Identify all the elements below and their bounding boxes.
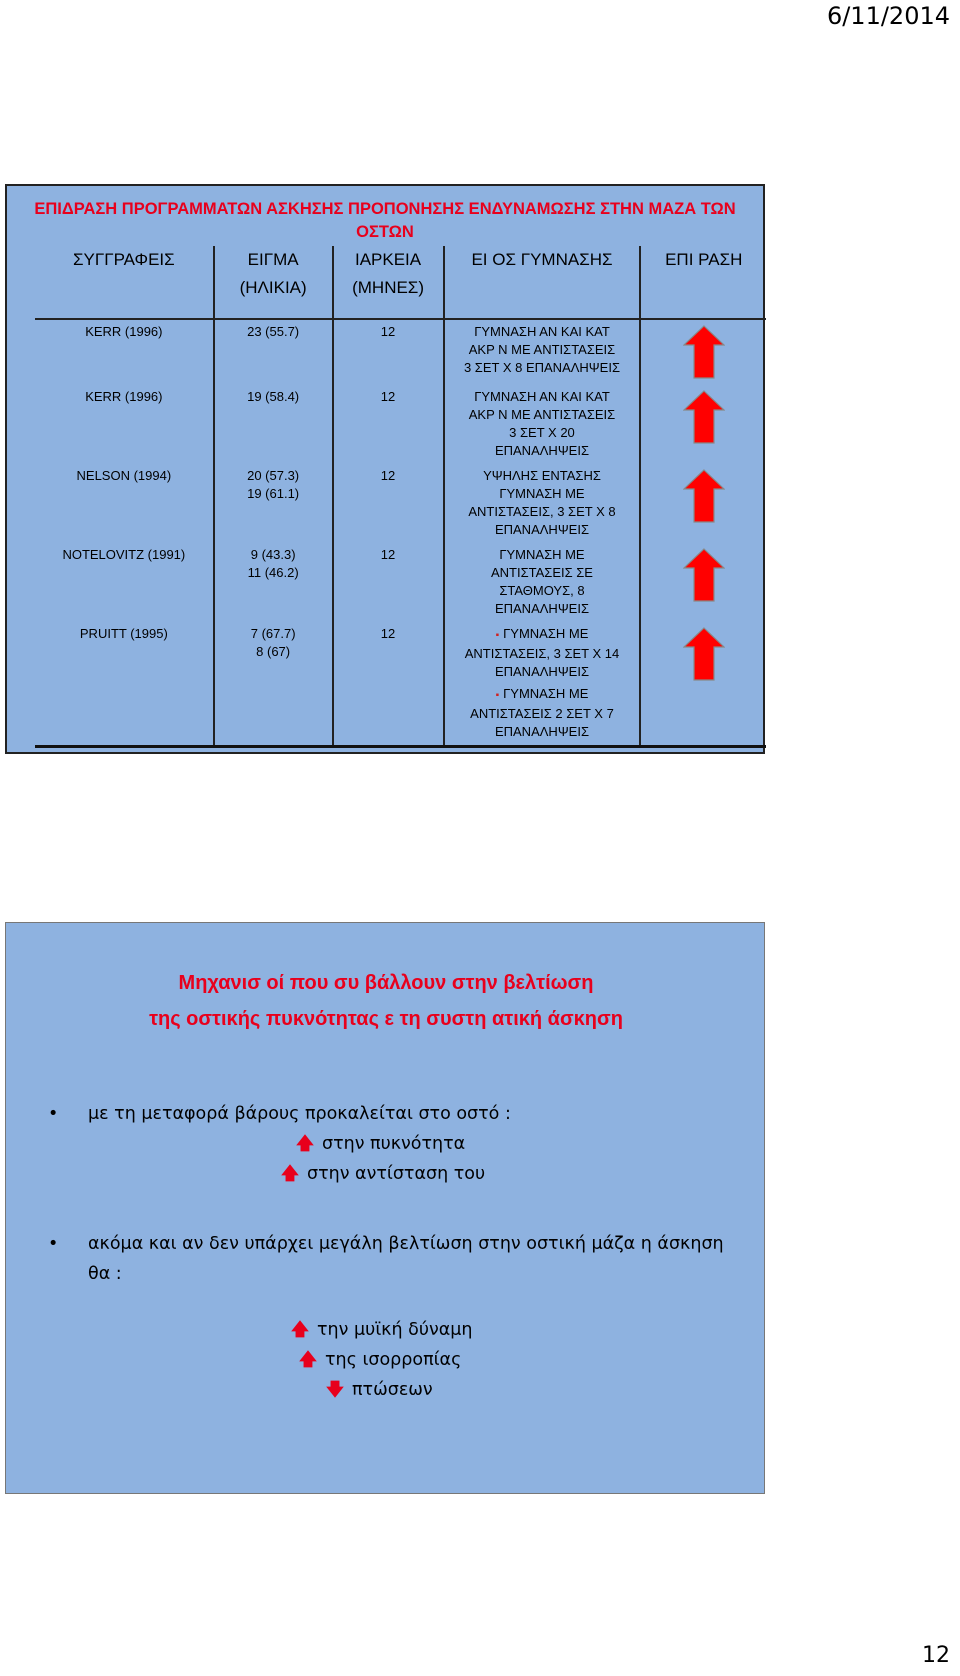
slide-study-table [5,184,765,754]
list-item: 🡅 στην αντίσταση του [281,1159,485,1189]
effect-cell [640,622,766,747]
sample-cell: 19 (58.4) [214,385,333,464]
bullet-dot-icon: • [48,1234,59,1254]
table-header-row [35,246,766,319]
column-header-authors: ΣΥΓΓΡΑΦΕΙΣ [35,246,214,319]
page-date: 6/11/2014 [826,2,950,30]
author-cell: KERR (1996) [35,319,214,385]
exercise-bullet: ▪ ΓΥΜΝΑΣΗ ΜΕ [447,685,638,705]
arrow-up-icon [683,390,725,444]
slide-title: ΕΠΙΔΡΑΣΗ ΠΡΟΓΡΑΜΜΑΤΩΝ ΑΣΚΗΣΗΣ ΠΡΟΠΟΝΗΣΗΣ ΕΝΔΥΝΑΜΩΣΗΣ ΣΤΗΝ ΜΑΖΑ ΤΩΝ ΟΣΤΩΝ [34,200,736,241]
sample-cell: 23 (55.7) [214,319,333,385]
arrow-up-icon: 🡅 [291,1320,309,1340]
arrow-up-icon: 🡅 [296,1134,314,1154]
column-header-exercise-type: ΕΙ ΟΣ ΓΥΜΝΑΣΗΣ [444,246,641,319]
bullet-load-bearing: • με τη μεταφορά βάρους προκαλείται στο οστό : [58,1099,511,1129]
sample-cell: 7 (67.7) 8 (67) [214,622,333,747]
sample-cell: 9 (43.3) 11 (46.2) [214,543,333,622]
slide-title: Μηχανισ οί που συ βάλλουν στην βελτίωση της οστικής πυκνότητας ε τη συστη ατική άσκηση [149,972,623,1030]
exercise-bullet: ▪ ΓΥΜΝΑΣΗ ΜΕ [447,625,638,645]
arrow-up-icon [683,469,725,523]
column-header-duration: ΙΑΡΚΕΙΑ (ΜΗΝΕΣ) [333,246,444,319]
effect-cell [640,319,766,385]
duration-cell: 12 [333,464,444,543]
arrow-up-icon: 🡅 [281,1164,299,1184]
list-item: 🡇 πτώσεων [326,1375,433,1405]
study-table [35,246,766,748]
author-cell: NELSON (1994) [35,464,214,543]
exercise-cell: ΥΨΗΛΗΣ ΕΝΤΑΣΗΣ ΓΥΜΝΑΣΗ ΜΕ ΑΝΤΙΣΤΑΣΕΙΣ, 3 ΣΕΤ Χ 8 ΕΠΑΝΑΛΗΨΕΙΣ [444,464,641,543]
column-header-effect: ΕΠΙ ΡΑΣΗ [640,246,766,319]
table-row [35,622,766,747]
table-row [35,543,766,622]
column-header-sample: ΕΙΓΜΑ (ΗΛΙΚΙΑ) [214,246,333,319]
effect-cell [640,464,766,543]
list-item: 🡅 στην πυκνότητα [296,1129,465,1159]
author-cell: KERR (1996) [35,385,214,464]
arrow-down-icon: 🡇 [326,1380,344,1400]
sample-cell: 20 (57.3) 19 (61.1) [214,464,333,543]
arrow-up-icon [683,627,725,681]
arrow-up-icon [683,548,725,602]
list-item: 🡅 την μυϊκή δύναμη [291,1315,472,1345]
page-number: 12 [922,1643,950,1668]
effect-cell [640,543,766,622]
duration-cell: 12 [333,385,444,464]
bullet-exercise-benefits: • ακόμα και αν δεν υπάρχει μεγάλη βελτίωση στην οστική μάζα η άσκηση θα : [58,1229,748,1289]
duration-cell: 12 [333,543,444,622]
author-cell: PRUITT (1995) [35,622,214,747]
exercise-cell: ΓΥΜΝΑΣΗ ΑΝ ΚΑΙ ΚΑΤ ΑΚΡ Ν ΜΕ ΑΝΤΙΣΤΑΣΕΙΣ 3 ΣΕΤ Χ 8 ΕΠΑΝΑΛΗΨΕΙΣ [444,319,641,385]
duration-cell: 12 [333,319,444,385]
effect-cell [640,385,766,464]
table-row [35,319,766,385]
exercise-cell: ▪ ΓΥΜΝΑΣΗ ΜΕ ΑΝΤΙΣΤΑΣΕΙΣ, 3 ΣΕΤ Χ 14 ΕΠΑΝΑΛΗΨΕΙΣ ▪ ΓΥΜΝΑΣΗ ΜΕ ΑΝΤΙΣΤΑΣΕΙΣ 2 ΣΕΤ Χ 7 ΕΠΑΝΑΛΗΨΕΙΣ [444,622,641,747]
arrow-up-icon: 🡅 [299,1350,317,1370]
list-item: 🡅 της ισορροπίας [299,1345,461,1375]
slide-mechanisms [5,922,765,1494]
table-row [35,464,766,543]
exercise-cell: ΓΥΜΝΑΣΗ ΑΝ ΚΑΙ ΚΑΤ ΑΚΡ Ν ΜΕ ΑΝΤΙΣΤΑΣΕΙΣ 3 ΣΕΤ Χ 20 ΕΠΑΝΑΛΗΨΕΙΣ [444,385,641,464]
exercise-cell: ΓΥΜΝΑΣΗ ΜΕ ΑΝΤΙΣΤΑΣΕΙΣ ΣΕ ΣΤΑΘΜΟΥΣ, 8 ΕΠΑΝΑΛΗΨΕΙΣ [444,543,641,622]
arrow-up-icon [683,325,725,379]
duration-cell: 12 [333,622,444,747]
table-row [35,385,766,464]
author-cell: NOTELOVITZ (1991) [35,543,214,622]
bullet-dot-icon: • [48,1104,59,1124]
